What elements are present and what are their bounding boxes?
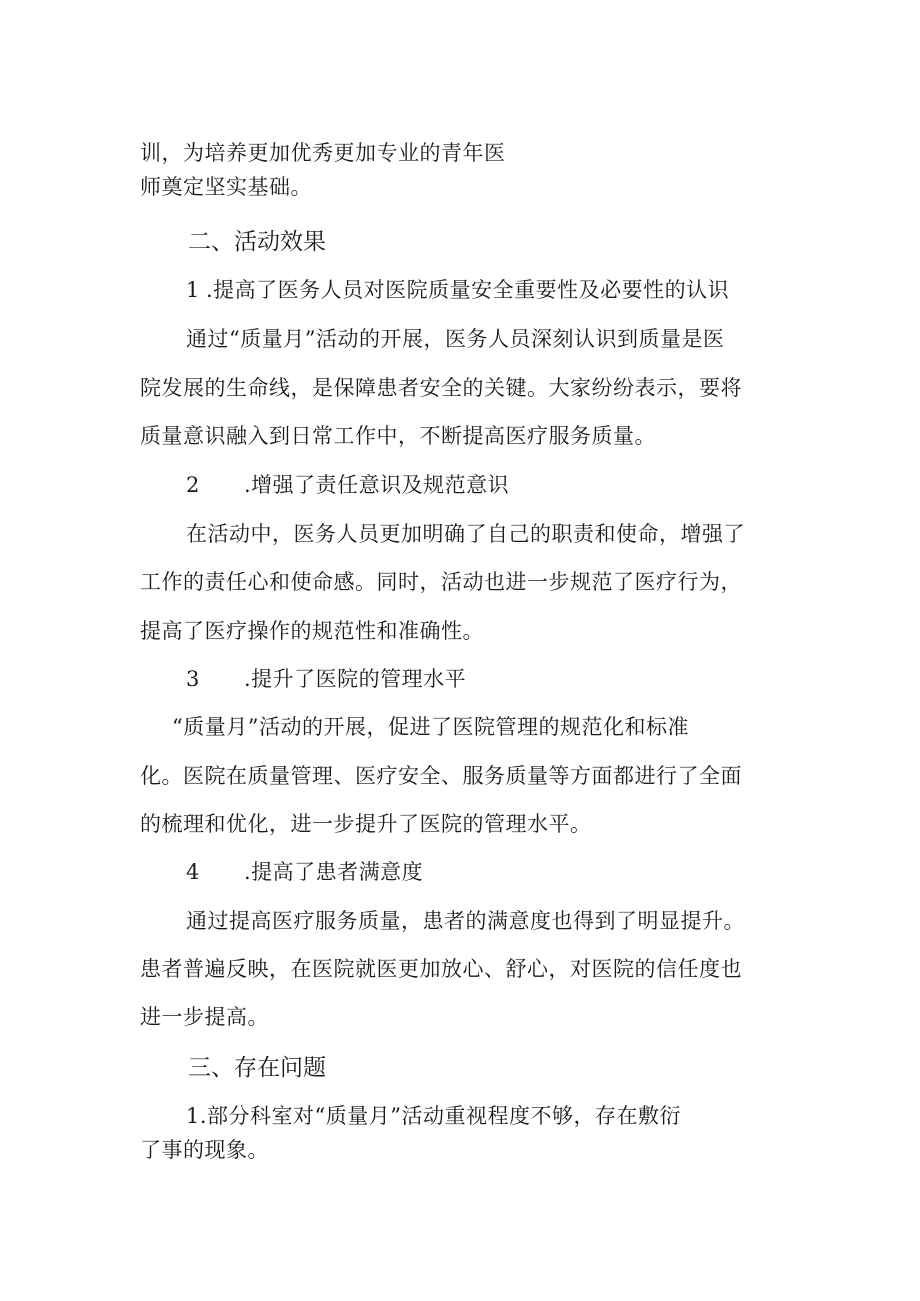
section-heading-issues: 三、存在问题 <box>188 1055 326 1081</box>
item-number: 1 <box>186 278 200 302</box>
paragraph-line: 质量意识融入到日常工作中，不断提高医疗服务质量。 <box>140 424 656 448</box>
issue-line-2: 了事的现象。 <box>140 1138 269 1162</box>
item-number: 3 <box>186 667 200 691</box>
item-title-text: .提升了医院的管理水平 <box>244 667 467 691</box>
paragraph-line: 通过“质量月”活动的开展，医务人员深刻认识到质量是医 <box>186 327 725 351</box>
intro-line-2: 师奠定坚实基础。 <box>140 175 312 199</box>
paragraph-line: 患者普遍反映，在医院就医更加放心、舒心，对医院的信任度也 <box>140 957 742 981</box>
item-title-text: .提高了患者满意度 <box>244 860 424 884</box>
item-title-text: .增强了责任意识及规范意识 <box>244 473 510 497</box>
paragraph-line: 的梳理和优化，进一步提升了医院的管理水平。 <box>140 812 592 836</box>
paragraph-line: 化。医院在质量管理、医疗安全、服务质量等方面都进行了全面 <box>140 764 742 788</box>
item-number: 4 <box>186 860 200 884</box>
item-title <box>186 275 729 305</box>
paragraph-line: “质量月”活动的开展，促进了医院管理的规范化和标准 <box>172 715 689 739</box>
item-title-text: .提高了医务人员对医院质量安全重要性及必要性的认识 <box>206 278 730 302</box>
paragraph-line: 通过提高医疗服务质量，患者的满意度也得到了明显提升。 <box>186 909 745 933</box>
item-title <box>186 664 466 694</box>
paragraph-line: 院发展的生命线，是保障患者安全的关键。大家纷纷表示，要将 <box>140 376 742 400</box>
section-heading-effects: 二、活动效果 <box>188 229 326 255</box>
paragraph-line: 工作的责任心和使命感。同时，活动也进一步规范了医疗行为， <box>140 570 742 594</box>
paragraph-line: 在活动中，医务人员更加明确了自己的职责和使命，增强了 <box>186 522 745 546</box>
item-title <box>186 857 423 887</box>
item-number: 2 <box>186 473 200 497</box>
paragraph-line: 提高了医疗操作的规范性和准确性。 <box>140 619 484 643</box>
item-title <box>186 470 509 500</box>
intro-line-1: 训，为培养更加优秀更加专业的青年医 <box>140 141 506 165</box>
paragraph-line: 进一步提高。 <box>140 1005 269 1029</box>
issue-line-1: 1.部分科室对“质量月”活动重视程度不够，存在敷衍 <box>186 1104 682 1128</box>
